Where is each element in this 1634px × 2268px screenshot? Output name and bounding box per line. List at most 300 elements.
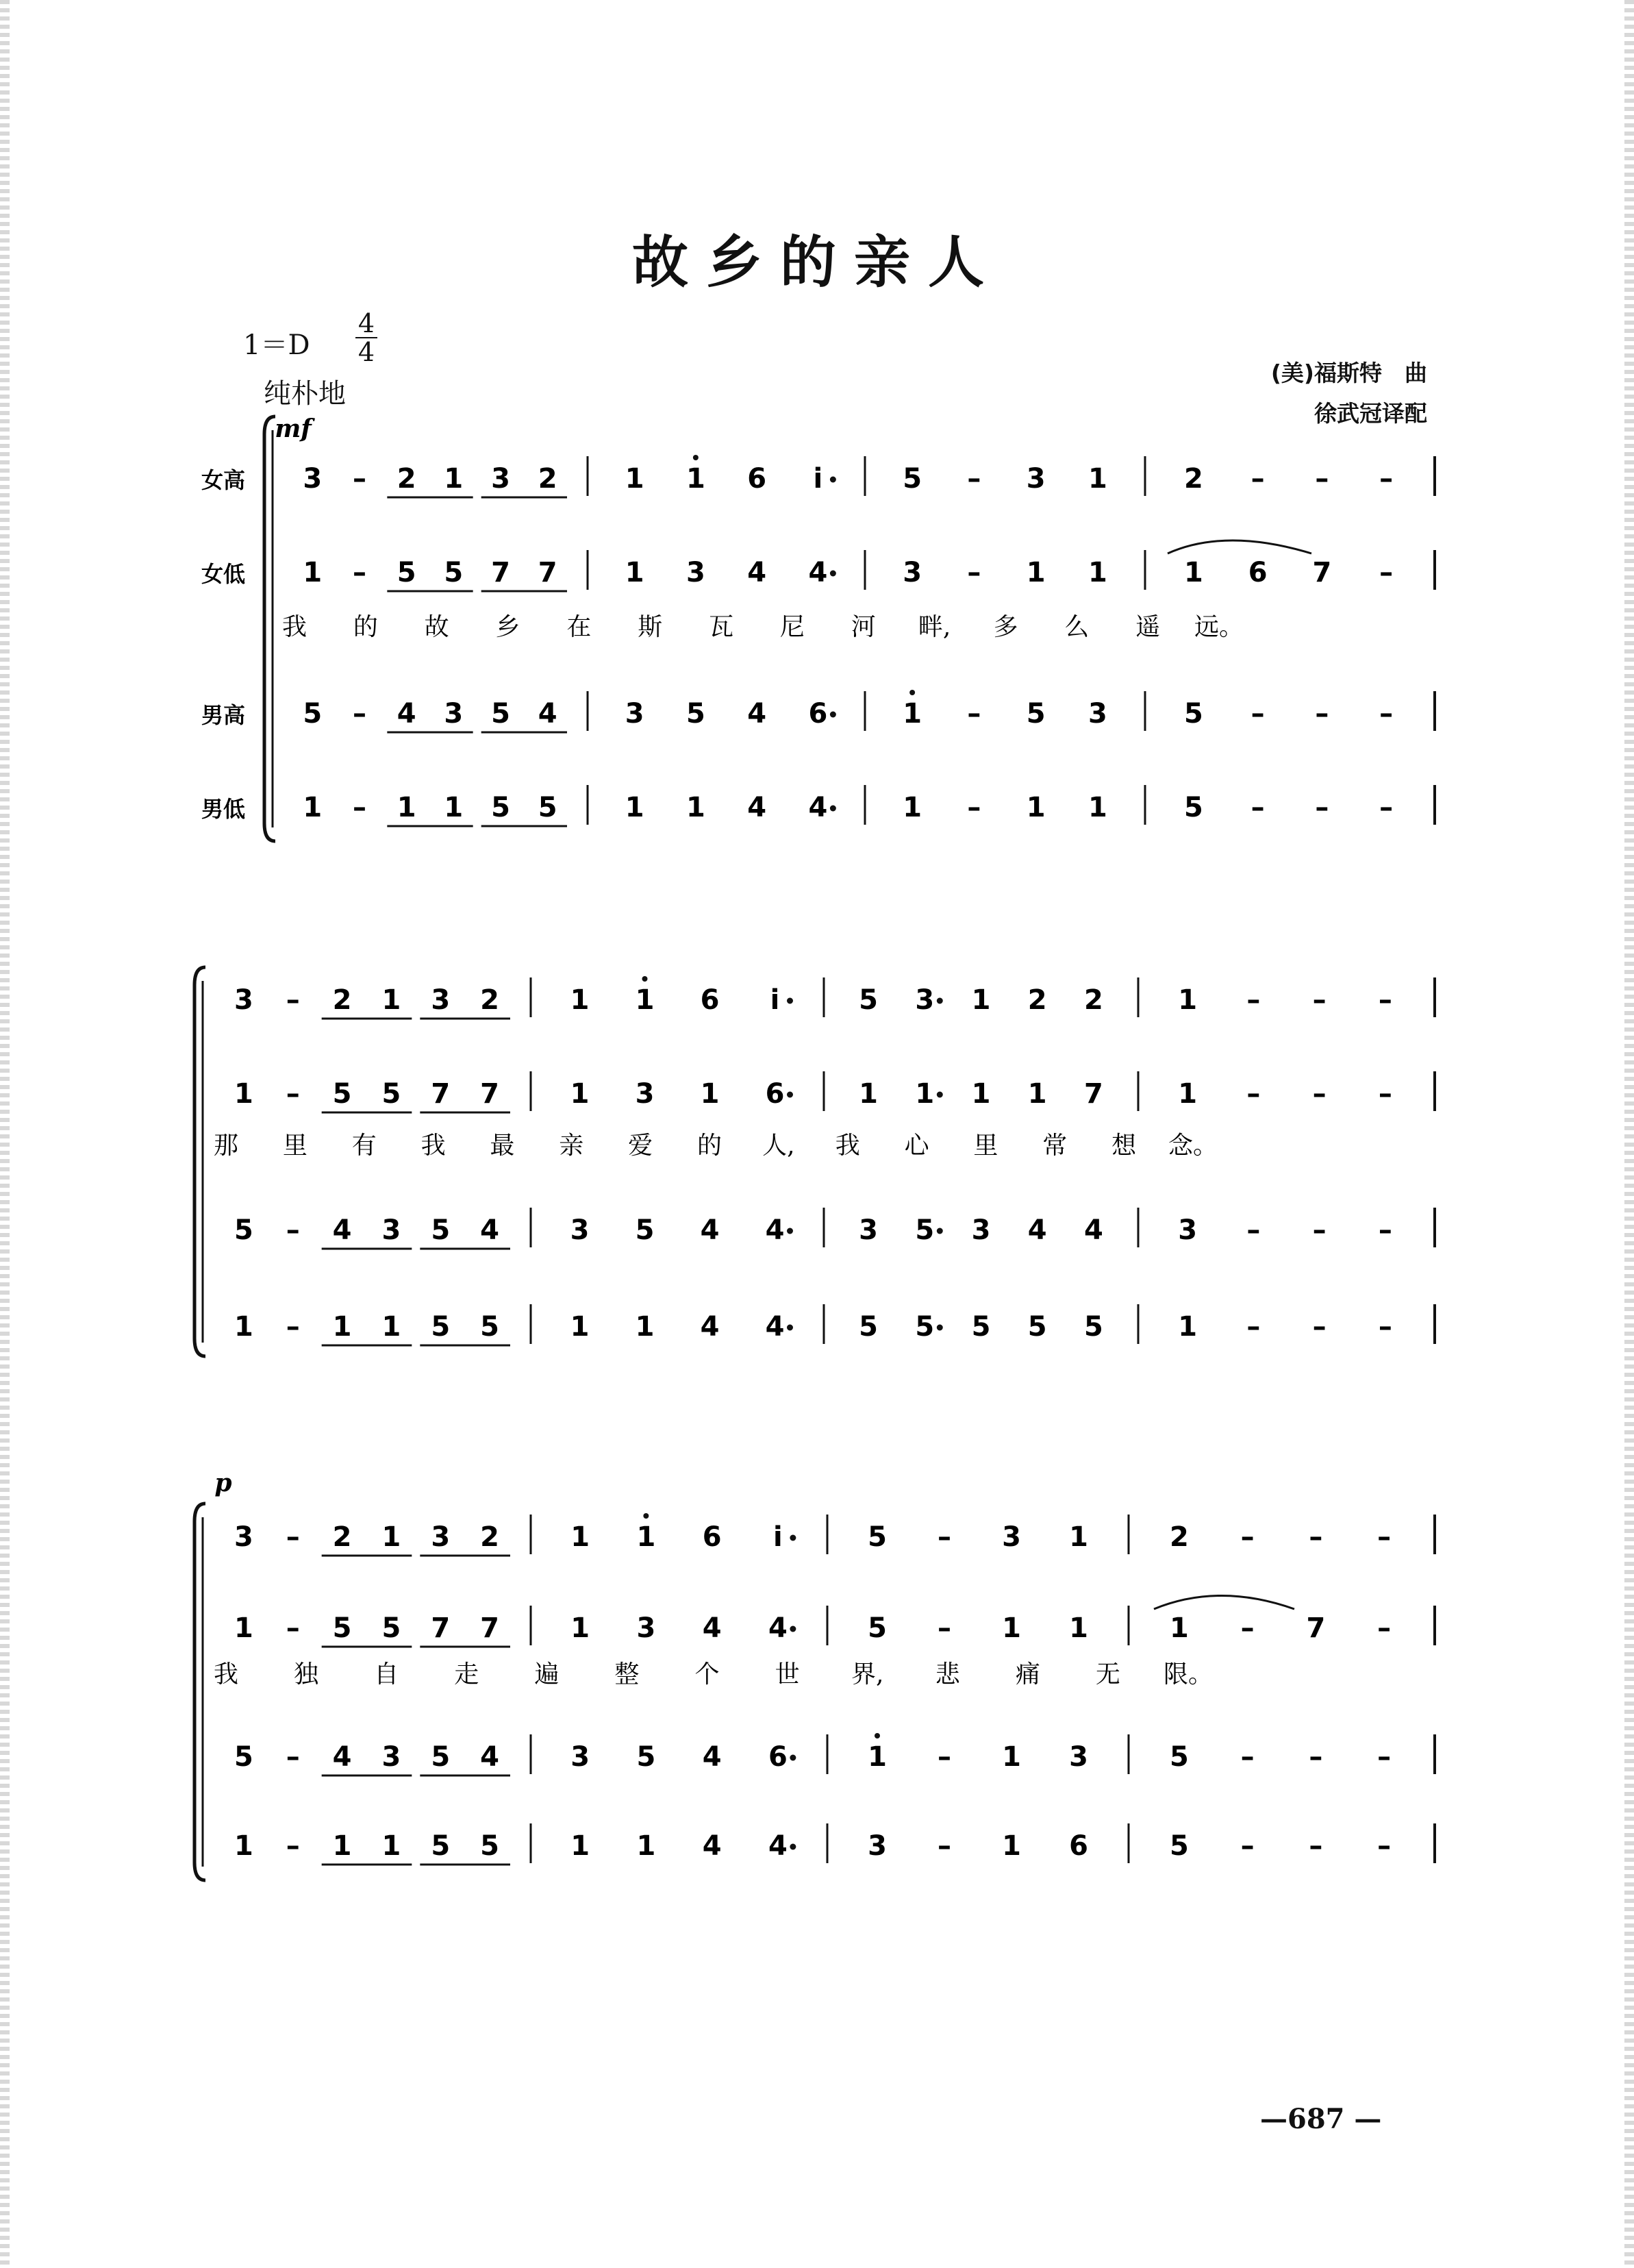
dash-mark: – [1246,1078,1261,1110]
note: 7 [1306,1612,1326,1644]
note: 1 [332,1311,352,1343]
dash-mark: – [967,557,981,588]
augmentation-dot [787,1325,793,1331]
note: 5 [859,1311,879,1343]
dynamic-marking: p [214,1469,232,1497]
note: 3 [971,1214,991,1246]
note: 1 [1169,1612,1189,1644]
note: 1 [1178,1311,1198,1343]
dash-mark: – [1240,1741,1255,1773]
lyric-syllable: 我 [420,1132,446,1160]
note: 5 [538,792,557,823]
lyric-syllable: 独 [294,1660,319,1688]
dash-mark: – [286,1311,300,1343]
note: 1 [1088,463,1107,495]
note: 3 [381,1741,401,1773]
lyric-syllable: 亲 [559,1132,584,1160]
note: 7 [431,1078,451,1110]
note: 6 [768,1741,788,1773]
note: 4 [538,698,557,730]
system-bracket [194,1504,205,1880]
note: 1 [635,1311,655,1343]
dash-mark: – [353,557,366,588]
slur [1168,540,1311,553]
note: 5 [686,698,705,730]
lyric-syllable: 痛 [1015,1660,1040,1688]
note: 4 [747,557,767,588]
lyric-syllable: 那 [213,1132,239,1160]
note: 1 [1183,557,1203,588]
dash-mark: – [1246,1311,1261,1343]
lyric-syllable: 心 [904,1132,929,1160]
lyric-syllable: 遍 [534,1660,560,1688]
dash-mark: – [353,463,366,495]
note: 4 [702,1612,722,1644]
note: 5 [444,557,464,588]
note: 5 [381,1612,401,1644]
note: 7 [480,1078,500,1110]
note: 1 [971,1078,991,1110]
dash-mark: – [286,984,300,1016]
note: 2 [397,463,416,495]
voice-label: 男低 [201,796,246,822]
augmentation-dot [790,1626,796,1632]
lyric-syllable: 想 [1111,1132,1137,1160]
note: 4 [700,1311,720,1343]
augmentation-dot [830,477,836,483]
note: 1 [234,1612,253,1644]
note: 1 [570,1311,590,1343]
dash-mark: – [1240,1612,1255,1644]
note: 5 [1083,1311,1103,1343]
note: 1 [570,1612,590,1644]
note: 5 [431,1830,451,1862]
lyric-syllable: 里 [973,1132,998,1160]
note: 1 [635,984,655,1016]
note: 3 [1026,463,1046,495]
dash-mark: – [1312,1311,1327,1343]
note: 6 [808,698,828,730]
note: 2 [480,984,500,1016]
dash-mark: – [286,1078,300,1110]
lyric-syllable: 瓦 [709,613,734,641]
note: 5 [234,1214,253,1246]
note: 1 [381,984,401,1016]
note: 4 [747,792,767,823]
note: 1 [903,698,922,730]
note: 1 [1178,984,1198,1016]
note: 1 [332,1830,352,1862]
dash-mark: – [1312,984,1327,1016]
lyric-syllable: 界, [851,1660,884,1688]
note: 1 [1026,792,1046,823]
note: 3 [1178,1214,1198,1246]
lyric-syllable: 最 [490,1132,515,1160]
augmentation-dot [790,1755,796,1761]
note: 1 [303,557,323,588]
note: 1 [381,1830,401,1862]
note: 1 [570,1830,590,1862]
note: 5 [1026,698,1046,730]
note: 4 [768,1612,788,1644]
dash-mark: – [938,1521,951,1553]
note: 1 [686,463,705,495]
note: 3 [1069,1741,1088,1773]
note: i [770,984,780,1016]
note: 3 [381,1214,401,1246]
note: 1 [903,792,922,823]
note: 4 [808,557,828,588]
note: 5 [1169,1830,1189,1862]
dash-mark: – [1250,698,1265,730]
note: 3 [303,463,323,495]
note: 3 [859,1214,879,1246]
dynamic-marking: mf [275,414,312,443]
note: 1 [1026,557,1046,588]
arranger-credit: 徐武冠译配 [1314,400,1427,427]
dash-mark: – [938,1612,951,1644]
lyric-syllable: 自 [374,1660,399,1688]
dash-mark: – [1315,698,1329,730]
note: 1 [570,1521,590,1553]
dash-mark: – [286,1612,300,1644]
dash-mark: – [286,1521,300,1553]
lyric-syllable: 我 [281,613,307,641]
dash-mark: – [286,1830,300,1862]
dash-mark: – [938,1830,951,1862]
note: 5 [1183,792,1203,823]
note: 1 [1069,1521,1088,1553]
lyric-syllable: 远。 [1194,613,1244,641]
lyric-syllable: 爱 [628,1132,653,1160]
note: 2 [1169,1521,1189,1553]
note: 1 [1178,1078,1198,1110]
dash-mark: – [967,792,981,823]
note: 4 [747,698,767,730]
note: 2 [480,1521,500,1553]
note: 5 [332,1078,352,1110]
note: 1 [915,1078,935,1110]
high-octave-dot [693,455,699,460]
note: 5 [915,1311,935,1343]
dash-mark: – [1246,984,1261,1016]
dash-mark: – [938,1741,951,1773]
note: 1 [1002,1612,1021,1644]
note: 3 [686,557,705,588]
note: 4 [332,1741,352,1773]
note: 3 [625,698,644,730]
dash-mark: – [1377,1741,1392,1773]
dash-mark: – [1250,463,1265,495]
song-title: 故乡的亲人 [631,229,1002,295]
note: 3 [1088,698,1107,730]
note: 4 [702,1830,722,1862]
note: 7 [480,1612,500,1644]
note: 1 [636,1521,656,1553]
dash-mark: – [1315,792,1329,823]
note: 1 [397,792,416,823]
note: 1 [234,1078,253,1110]
note: 1 [234,1830,253,1862]
note: 4 [700,1214,720,1246]
lyric-syllable: 我 [213,1660,239,1688]
lyric-syllable: 故 [424,613,449,641]
note: 5 [480,1830,500,1862]
note: 7 [431,1612,451,1644]
lyric-syllable: 的 [696,1132,722,1160]
dash-mark: – [1377,1830,1392,1862]
dash-mark: – [1378,1311,1392,1343]
note: 3 [636,1612,656,1644]
dash-mark: – [967,698,981,730]
lyric-syllable: 人, [762,1132,795,1160]
lyric-syllable: 念。 [1168,1132,1218,1160]
dash-mark: – [967,463,981,495]
time-signature-bottom: 4 [357,337,375,367]
note: 6 [1069,1830,1088,1862]
note: 1 [234,1311,253,1343]
augmentation-dot [830,571,836,577]
note: i [813,463,823,495]
lyric-syllable: 个 [694,1660,720,1688]
note: 1 [636,1830,656,1862]
dash-mark: – [1378,984,1392,1016]
note: 5 [915,1214,935,1246]
note: 1 [686,792,705,823]
dash-mark: – [1315,463,1329,495]
note: 5 [431,1741,451,1773]
note: 5 [491,698,510,730]
lyric-syllable: 畔, [918,613,951,641]
note: 4 [397,698,416,730]
note: 3 [431,1521,451,1553]
note: 5 [1169,1741,1189,1773]
note: 1 [625,557,644,588]
system-bracket [194,967,205,1356]
lyric-syllable: 在 [566,613,592,641]
note: 3 [570,1214,590,1246]
voice-label: 女低 [201,561,246,587]
augmentation-dot [937,1228,943,1234]
augmentation-dot [787,1092,793,1098]
note: 1 [1027,1078,1047,1110]
note: 5 [431,1311,451,1343]
note: 6 [765,1078,785,1110]
voice-label: 女高 [201,467,246,493]
augmentation-dot [790,1844,796,1850]
lyric-syllable: 世 [775,1660,800,1688]
dash-mark: – [286,1741,300,1773]
note: 3 [234,1521,253,1553]
lyric-syllable: 无 [1095,1660,1120,1688]
note: 3 [635,1078,655,1110]
augmentation-dot [937,1325,943,1331]
composer-credit: (美)福斯特 曲 [1270,360,1427,386]
dash-mark: – [353,792,366,823]
note: 5 [868,1521,887,1553]
note: 4 [765,1311,785,1343]
note: 3 [903,557,922,588]
dash-mark: – [1309,1741,1323,1773]
augmentation-dot [830,712,836,718]
note: 1 [868,1741,887,1773]
note: 6 [1248,557,1268,588]
lyric-syllable: 整 [614,1660,640,1688]
note: 1 [444,792,464,823]
note: 6 [700,984,720,1016]
note: 2 [332,984,352,1016]
note: 2 [1027,984,1047,1016]
slur [1154,1596,1294,1610]
note: 1 [700,1078,720,1110]
augmentation-dot [787,1228,793,1234]
note: 5 [480,1311,500,1343]
note: 1 [444,463,464,495]
note: 4 [808,792,828,823]
note: 5 [971,1311,991,1343]
augmentation-dot [787,998,793,1004]
note: 5 [635,1214,655,1246]
lyric-syllable: 走 [454,1660,479,1688]
augmentation-dot [937,1092,943,1098]
lyric-syllable: 遥 [1135,613,1161,641]
dash-mark: – [286,1214,300,1246]
dash-mark: – [1379,463,1394,495]
note: 1 [1088,557,1107,588]
lyric-syllable: 尼 [779,613,805,641]
dash-mark: – [1379,792,1394,823]
augmentation-dot [790,1535,796,1541]
note: 5 [491,792,510,823]
note: 1 [971,984,991,1016]
note: 1 [570,1078,590,1110]
note: 1 [303,792,323,823]
note: 7 [538,557,557,588]
note: 1 [570,984,590,1016]
note: 5 [868,1612,887,1644]
note: 5 [397,557,416,588]
lyric-syllable: 的 [353,613,378,641]
note: 6 [747,463,767,495]
dash-mark: – [1379,557,1394,588]
lyric-syllable: 斯 [638,613,663,641]
voice-label: 男高 [201,702,246,728]
lyric-syllable: 里 [282,1132,307,1160]
note: 5 [431,1214,451,1246]
dash-mark: – [1378,1078,1392,1110]
note: i [773,1521,783,1553]
key-signature: 1＝D [243,329,310,361]
dash-mark: – [1309,1521,1323,1553]
augmentation-dot [830,806,836,812]
note: 1 [1088,792,1107,823]
note: 4 [480,1741,500,1773]
lyric-syllable: 乡 [495,613,520,641]
note: 3 [915,984,935,1016]
note: 4 [768,1830,788,1862]
note: 2 [1083,984,1103,1016]
note: 5 [636,1741,656,1773]
note: 3 [444,698,464,730]
lyric-syllable: 常 [1042,1132,1068,1160]
dash-mark: – [1309,1830,1323,1862]
note: 5 [859,984,879,1016]
note: 2 [332,1521,352,1553]
note: 2 [538,463,557,495]
note: 5 [903,463,922,495]
note: 1 [381,1311,401,1343]
lyric-syllable: 河 [851,613,876,641]
dash-mark: – [1240,1521,1255,1553]
note: 4 [1083,1214,1103,1246]
note: 7 [491,557,510,588]
lyric-syllable: 限。 [1163,1660,1214,1688]
dash-mark: – [1246,1214,1261,1246]
system-bracket [264,416,275,841]
note: 1 [381,1521,401,1553]
dash-mark: – [1378,1214,1392,1246]
note: 1 [625,792,644,823]
note: 3 [868,1830,887,1862]
high-octave-dot [875,1733,880,1739]
note: 5 [1027,1311,1047,1343]
dash-mark: – [1312,1214,1327,1246]
note: 3 [234,984,253,1016]
note: 7 [1312,557,1332,588]
dash-mark: – [353,698,366,730]
lyric-syllable: 我 [835,1132,860,1160]
high-octave-dot [909,690,915,695]
lyric-syllable: 多 [993,613,1018,641]
note: 3 [1002,1521,1021,1553]
note: 5 [332,1612,352,1644]
note: 4 [480,1214,500,1246]
note: 4 [332,1214,352,1246]
note: 3 [491,463,510,495]
note: 1 [1069,1612,1088,1644]
augmentation-dot [937,998,943,1004]
lyric-syllable: 么 [1064,613,1090,641]
time-signature-top: 4 [357,308,375,338]
dash-mark: – [1377,1612,1392,1644]
note: 1 [1002,1830,1021,1862]
dash-mark: – [1379,698,1394,730]
note: 1 [1002,1741,1021,1773]
dash-mark: – [1377,1521,1392,1553]
note: 5 [234,1741,253,1773]
lyric-syllable: 有 [351,1132,377,1160]
note: 4 [765,1214,785,1246]
dash-mark: – [1250,792,1265,823]
note: 4 [1027,1214,1047,1246]
note: 4 [702,1741,722,1773]
note: 5 [1183,698,1203,730]
note: 3 [431,984,451,1016]
note: 1 [625,463,644,495]
note: 7 [1083,1078,1103,1110]
note: 5 [381,1078,401,1110]
note: 3 [570,1741,590,1773]
page-number: —687 — [1260,2103,1382,2135]
high-octave-dot [643,1513,649,1519]
note: 1 [859,1078,879,1110]
note: 2 [1183,463,1203,495]
high-octave-dot [642,976,648,982]
lyric-syllable: 悲 [935,1660,960,1688]
tempo-marking: 纯朴地 [264,378,346,410]
dash-mark: – [1240,1830,1255,1862]
note: 5 [303,698,323,730]
